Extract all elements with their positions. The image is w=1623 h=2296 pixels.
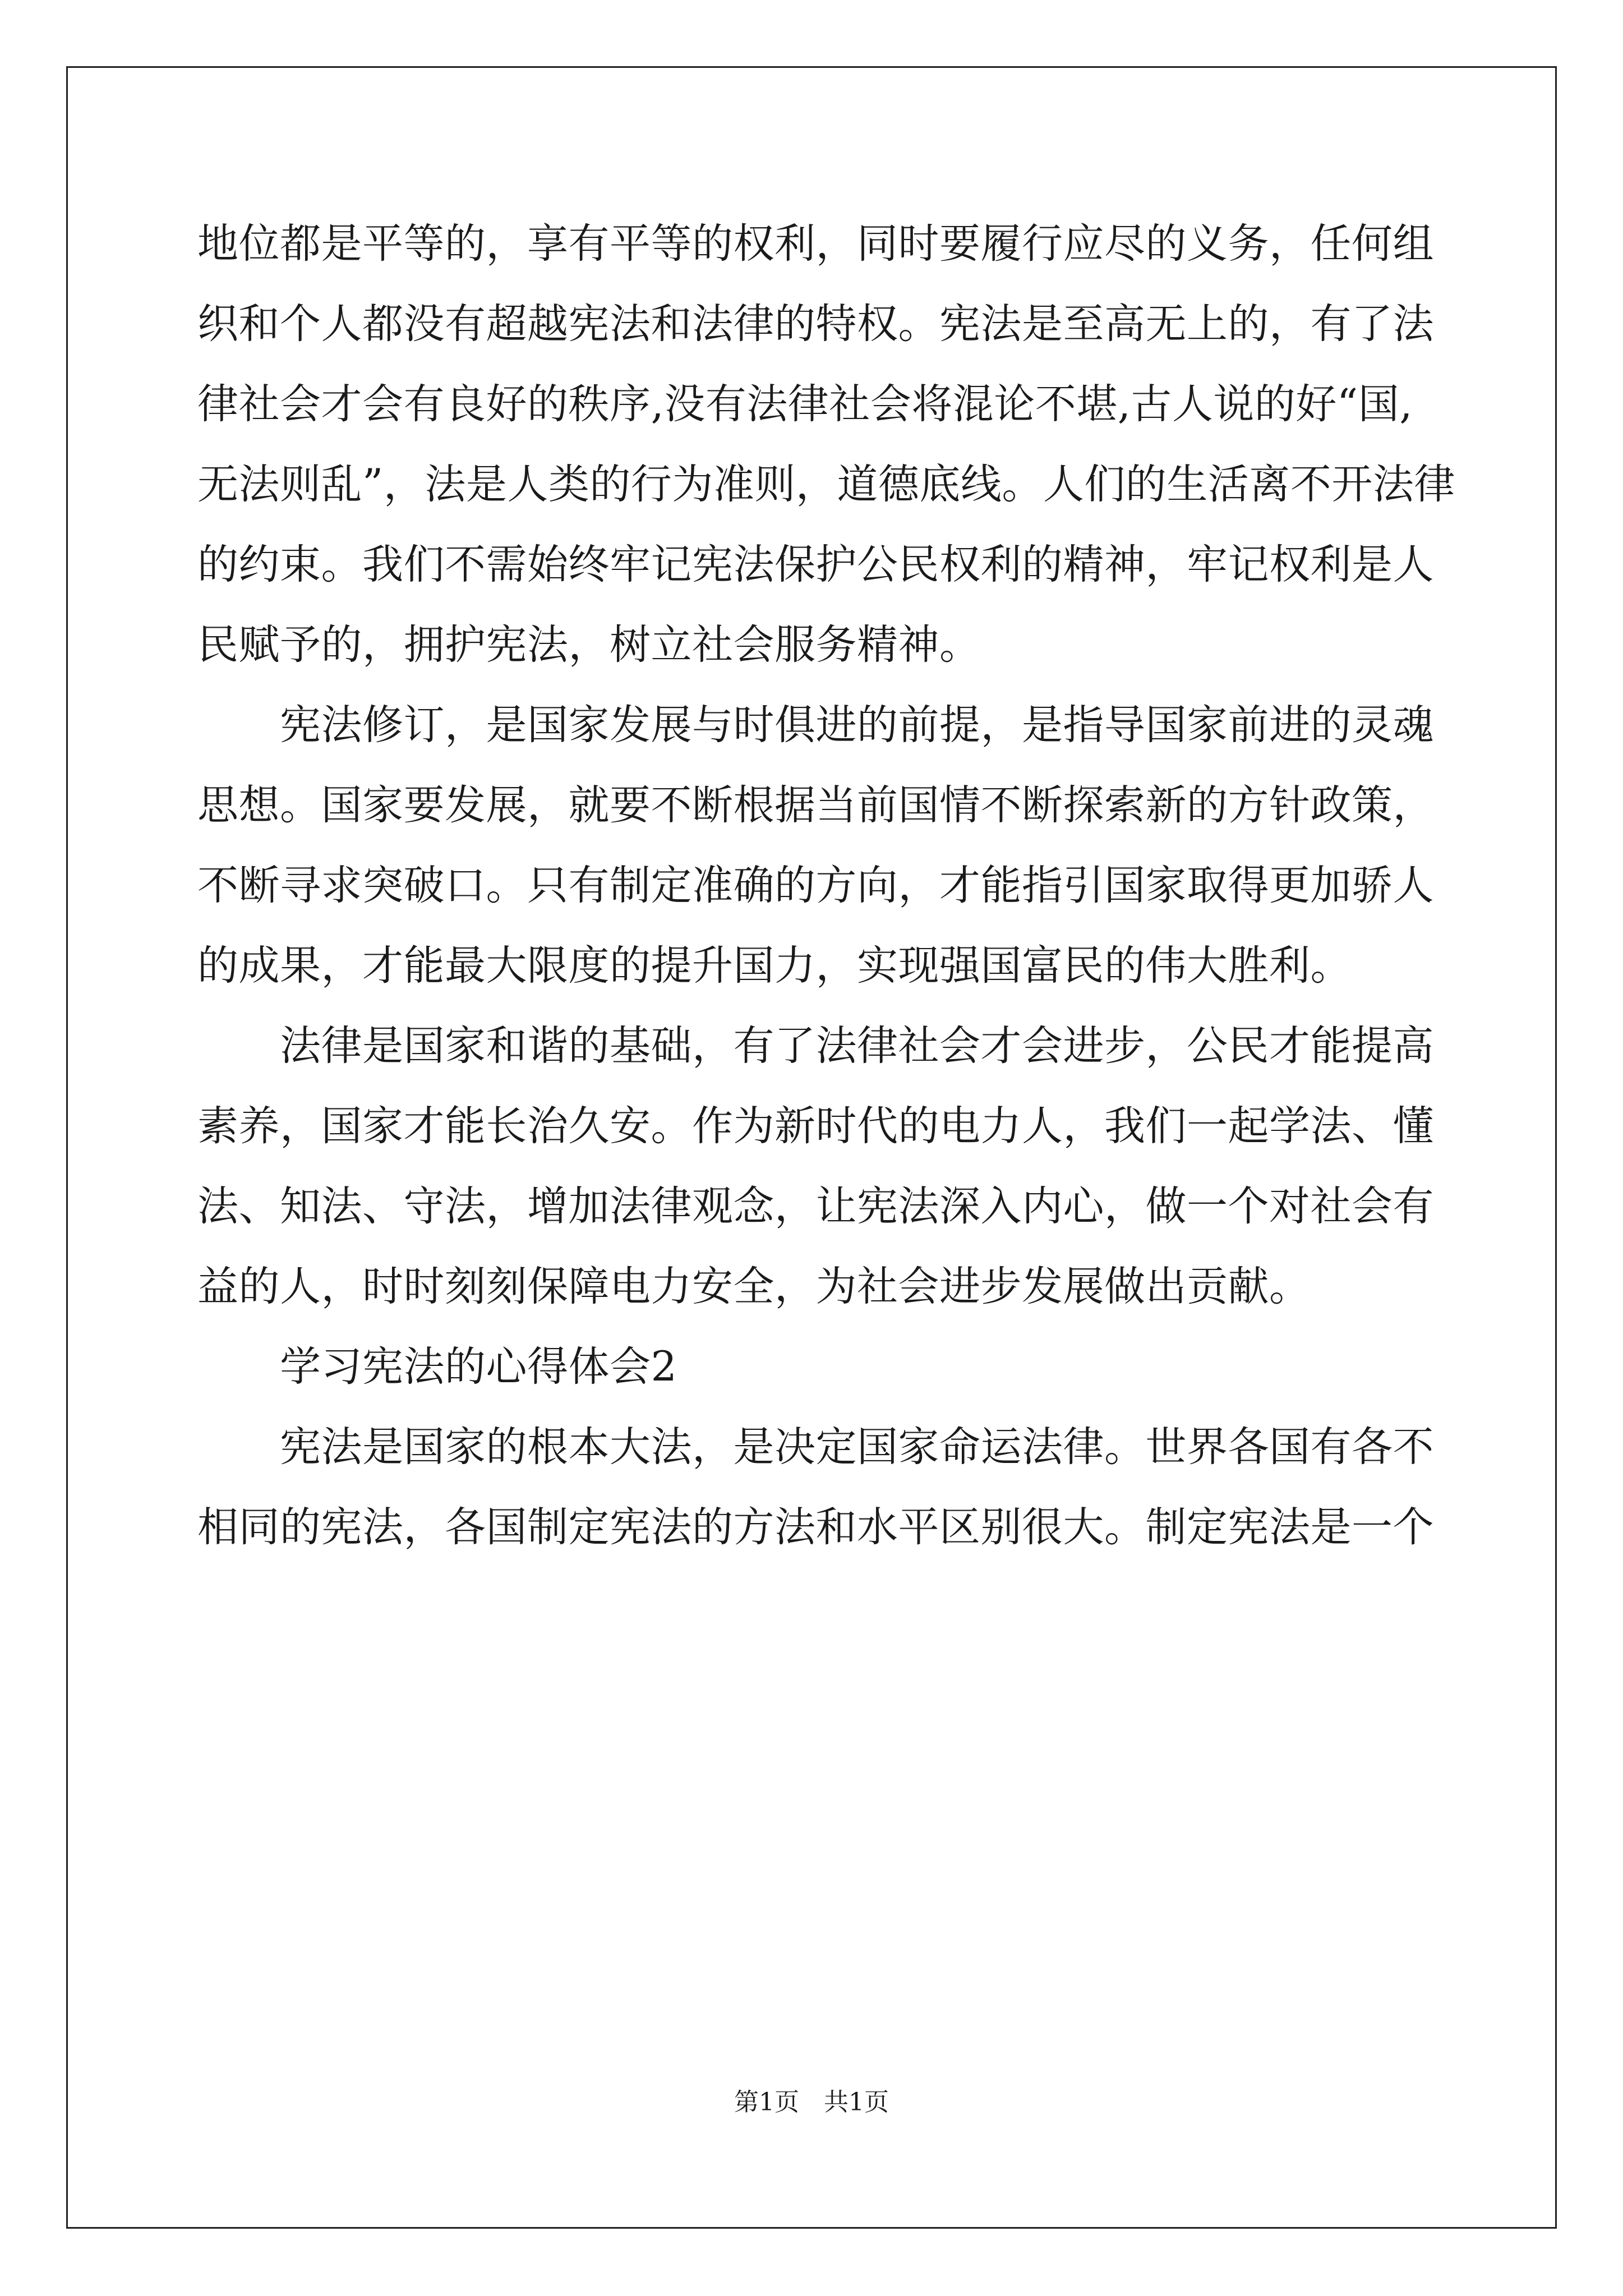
paragraph-start-line: 法律是国家和谐的基础，有了法律社会才会进步，公民才能提高 xyxy=(280,1022,1434,1070)
text-line: 律社会才会有良好的秩序,没有法律社会将混论不堪,古人说的好“国, xyxy=(197,380,1413,428)
page-footer xyxy=(0,2086,1623,2119)
text-line: 思想。国家要发展，就要不断根据当前国情不断探索新的方针政策， xyxy=(197,781,1434,829)
text-line: 地位都是平等的，享有平等的权利，同时要履行应尽的义务，任何组 xyxy=(197,220,1434,268)
text-line: 织和个人都没有超越宪法和法律的特权。宪法是至高无上的，有了法 xyxy=(197,300,1434,348)
text-line: 不断寻求突破口。只有制定准确的方向，才能指引国家取得更加骄人 xyxy=(197,862,1434,909)
text-line: 素养，国家才能长治久安。作为新时代的电力人，我们一起学法、懂 xyxy=(197,1102,1434,1150)
paragraph-start-line: 宪法是国家的根本大法，是决定国家命运法律。世界各国有各不 xyxy=(280,1423,1434,1471)
page-number-current: 第1页 xyxy=(734,2088,799,2116)
text-line: 法、知法、守法，增加法律观念，让宪法深入内心，做一个对社会有 xyxy=(197,1182,1434,1230)
text-line: 民赋予的，拥护宪法，树立社会服务精神。 xyxy=(197,621,981,669)
text-line: 的成果，才能最大限度的提升国力，实现强国富民的伟大胜利。 xyxy=(197,942,1352,990)
text-line: 益的人，时时刻刻保障电力安全，为社会进步发展做出贡献。 xyxy=(197,1263,1311,1310)
paragraph-start-line: 宪法修订，是国家发展与时俱进的前提，是指导国家前进的灵魂 xyxy=(280,701,1434,749)
section-heading: 学习宪法的心得体会2 xyxy=(280,1343,677,1391)
text-line: 相同的宪法，各国制定宪法的方法和水平区别很大。制定宪法是一个 xyxy=(197,1503,1434,1551)
page-number-total: 共1页 xyxy=(824,2088,889,2116)
text-line: 无法则乱”，法是人类的行为准则，道德底线。人们的生活离不开法律 xyxy=(197,461,1455,508)
document-body xyxy=(197,213,1455,1577)
text-line: 的约束。我们不需始终牢记宪法保护公民权利的精神，牢记权利是人 xyxy=(197,541,1434,588)
